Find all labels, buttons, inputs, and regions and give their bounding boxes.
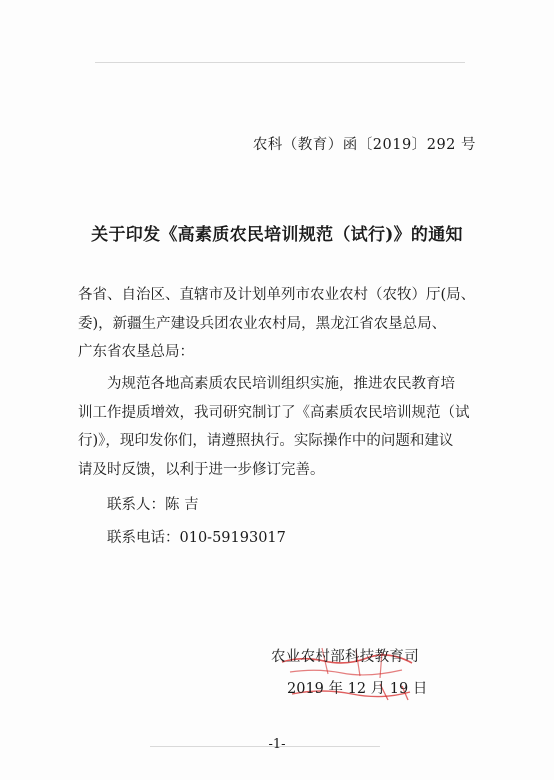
- addressee-line: 委)，新疆生产建设兵团农业农村局，黑龙江省农垦总局、: [78, 315, 447, 332]
- document-number: 农科（教育）函〔2019〕292 号: [252, 137, 476, 153]
- scan-artifact-line: [95, 62, 465, 63]
- body-line: 请及时反馈，以利于进一步修订完善。: [78, 461, 325, 478]
- addressee-block: [78, 281, 484, 367]
- addressee-line: 各省、自治区、直辖市及计划单列市农业农村（农牧）厅(局、: [78, 287, 476, 303]
- contact-person: 联系人：陈 吉: [107, 497, 199, 513]
- body-line: 行)》，现印发你们，请遵照执行。实际操作中的问题和建议: [78, 433, 454, 449]
- page-number: -1-: [268, 737, 286, 752]
- document-title: 关于印发《高素质农民培训规范（试行)》的通知: [91, 225, 463, 245]
- body-paragraph: [78, 370, 484, 484]
- issue-date: 2019 年 12 月 19 日: [287, 681, 428, 697]
- contact-phone: 联系电话：010-59193017: [107, 530, 286, 546]
- body-line: 训工作提质增效，我司研究制订了《高素质农民培训规范（试: [78, 404, 470, 421]
- body-line: 为规范各地高素质农民培训组织实施，推进农民教育培: [107, 376, 455, 392]
- addressee-line: 广东省农垦总局：: [78, 344, 194, 360]
- issuing-department: 农业农村部科技教育司: [271, 649, 419, 665]
